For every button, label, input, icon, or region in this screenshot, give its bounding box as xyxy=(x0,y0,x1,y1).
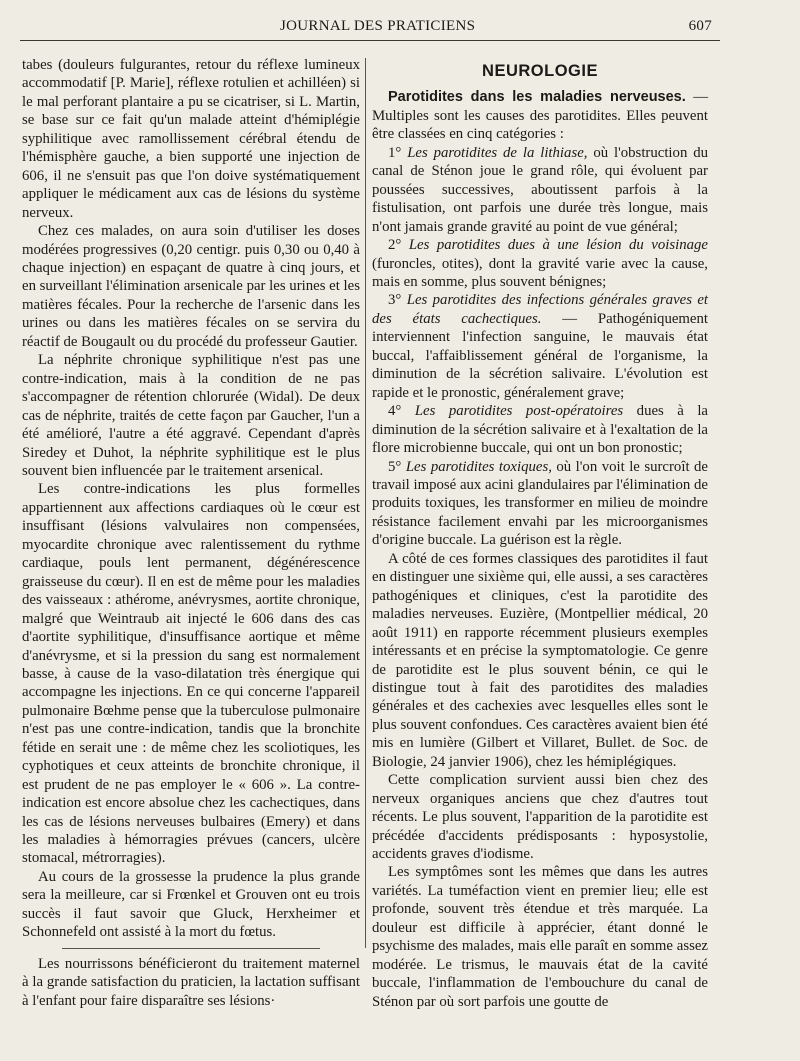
paragraph: La néphrite chronique syphilitique n'est pas une contre-indication, mais à la condition de ne pas s'accompagner de rétention chlorurée (Widal). De deux cas de néphrite, traités de cette façon par Gaucher, l'un a été amélioré, l'autre a été aggravé. Cependant d'après Siredey et Duhot, la néphrite syphilitique est le plus souvent bien influencée par le traitement arsenical. xyxy=(22,352,360,479)
item-text: dues à la diminution de la sécrétion salivaire et à l'exaltation de la flore microbienne buccale, qui ont un bon pronostic; xyxy=(372,403,708,457)
paragraph: Chez ces malades, on aura soin d'utiliser les doses modérées progressives (0,20 centigr. puis 0,30 ou 0,40 à chaque injection) en espaçant de quatre à cinq jours, et en surveillant l'élimination arsenicale par les urines et les matières fécales. Pour la recherche de l'arsenic dans les urines ou dans les matières fécales on se servira du réactif de Bougault ou du procédé du professeur Gautier. xyxy=(22,223,360,350)
paragraph: A côté de ces formes classiques des parotidites il faut en distinguer une sixième qui, elle aussi, a ses caractères pathogéniques et cliniques, c'est la parotidite des maladies nerveuses. Euzière, (Montpellier médical, 20 août 1911) en rapporte récemment plusieurs exemples intéressants et en précise la symptomatologie. Ce genre de parotidite est le plus souvent bénin, ce qui le distingue tout à fait des parotidites des maladies générales et des cachexies avec lesquelles elles sont le plus souvent confondues. Ces caractères avaient bien été mis en lumière (Gilbert et Villaret, Bullet. de Soc. de Biologie, 24 janvier 1906), chez les hémiplégiques. xyxy=(372,550,708,770)
paragraph: Cette complication survient aussi bien chez des nerveux organiques anciens que chez d'autres tout récents. Le plus souvent, l'apparition de la parotidite est précédée d'accidents prédisposants : hyposystolie, accidents graves d'iodisme. xyxy=(372,772,708,863)
paragraph: Les symptômes sont les mêmes que dans les autres variétés. La tuméfaction vient en premier lieu; elle est profonde, souvent très étendue et très marquée. La douleur est difficile à apprécier, étant donné le psychisme des malades, mais elle paraît en somme assez modérée. Le trismus, le mauvais état de la cavité buccale, l'inflammation de l'embouchure du canal de Sténon par où sort parfois une goutte de xyxy=(372,864,708,1010)
paragraph: Au cours de la grossesse la prudence la plus grande sera la meilleure, car si Frœnkel et Grouven ont eu trois succès il faut savoir que Gluck, Herxheimer et Schonnefeld ont assisté à la mort du fœtus. xyxy=(22,868,360,941)
item-number: 1° xyxy=(388,144,402,161)
list-item xyxy=(372,458,708,550)
item-label: Les parotidites de la lithiase, xyxy=(407,144,588,161)
list-item xyxy=(372,144,708,236)
section-separator xyxy=(62,948,320,949)
item-text: où l'on voit le surcroît de travail imposé aux acini glandulaires par l'élimination de produits toxiques, les transformer en milieu de moindre résistance facilement envahi par les microorganismes d'origine buccale. La guérison est la règle. xyxy=(372,458,708,549)
list-item xyxy=(372,402,708,457)
item-label: Les parotidites dues à une lésion du voisinage xyxy=(408,237,708,254)
item-text: où l'obstruction du canal de Sténon joue le grand rôle, qui évoluent par poussées successives, aboutissent parfois à la fistulisation, ont parfois une durée très longue, mais n'ont jamais grande gravité au point de vue général; xyxy=(372,144,708,235)
list-item xyxy=(372,291,708,402)
page-number: 607 xyxy=(688,18,712,34)
paragraph: tabes (douleurs fulgurantes, retour du réflexe lumineux accommodatif [P. Marie], réflexe rotulien et achilléen) si le mal perforant plantaire a pu se cicatriser, si L. Martin, se base sur ce fait qu'un malade atteint d'hémiplégie syphilitique avec ramollissement cérébral étendu de l'hémisphère gauche, a bien supporté une injection de 606, il ne s'ensuit pas que l'on doive systématiquement appliquer le médicament aux cas de lésions du système nerveux. xyxy=(22,57,360,221)
article-title: Parotidites dans les maladies nerveuses. xyxy=(388,89,686,106)
article-intro xyxy=(372,88,708,143)
item-number: 3° xyxy=(388,292,402,309)
item-text: — Pathogéniquement interviennent l'infection sanguine, le mauvais état buccal, l'affaiblissement général de l'organisme, la diminution de la sécrétion salivaire. L'évolution est rapide et le pronostic, généralement grave; xyxy=(372,310,709,401)
section-heading: NEUROLOGIE xyxy=(482,62,598,80)
left-column xyxy=(22,56,360,1010)
list-item xyxy=(372,236,708,291)
column-divider xyxy=(365,58,366,948)
page-header xyxy=(20,14,720,41)
item-label: Les parotidites toxiques, xyxy=(405,458,552,475)
item-number: 5° xyxy=(388,458,402,475)
journal-title: JOURNAL DES PRATICIENS xyxy=(280,18,476,34)
paragraph: Les nourrissons bénéficieront du traitement maternel à la grande satisfaction du praticien, la lactation suffisant à l'enfant pour faire disparaître ses lésions· xyxy=(22,955,360,1009)
item-number: 4° xyxy=(388,403,402,420)
paragraph: Les contre-indications les plus formelles appartiennent aux affections cardiaques où le cœur est insuffisant (lésions valvulaires non compensées, myocardite chronique avec ralentissement du rythme cardiaque, pouls lent permanent, dégénérescence graisseuse du cœur). Il en est de même pour les maladies des vaisseaux : athérome, anévrysmes, aortite chronique, malgré que Weintraub ait injecté le 606 dans des cas d'aortite syphilitique, d'insuffisance aortique et même d'anévrysme, et si la pression du sang est normalement basse, à cause de la vaso-dilatation très énergique qui accompagne les injections. En ce qui concerne l'appareil pulmonaire Bœhme pense que la tuberculose pulmonaire n'est pas une contre-indication, tandis que la bronchite fétide en serait une : de même chez les scoliotiques, les cyphotiques et ceux atteints de bronchite chronique, il est prudent de ne pas employer le « 606 ». La contre-indication est encore absolue chez les cachectiques, dans les cas de lésions nerveuses bulbaires (Emery) et dans les maladies à hémorragies prévues (cancers, ulcère stomacal, métrorragies). xyxy=(22,481,360,867)
right-column xyxy=(372,56,708,1011)
item-label: Les parotidites post-opératoires xyxy=(414,403,624,420)
item-number: 2° xyxy=(388,237,402,254)
item-label: Les parotidites des infections générales graves et des états cachectiques. xyxy=(372,292,709,327)
intro-text: — Multiples sont les causes des parotidites. Elles peuvent être classées en cinq catégories : xyxy=(372,89,708,143)
item-text: (furoncles, otites), dont la gravité varie avec la cause, mais en somme, plus souvent bénignes; xyxy=(372,255,708,290)
